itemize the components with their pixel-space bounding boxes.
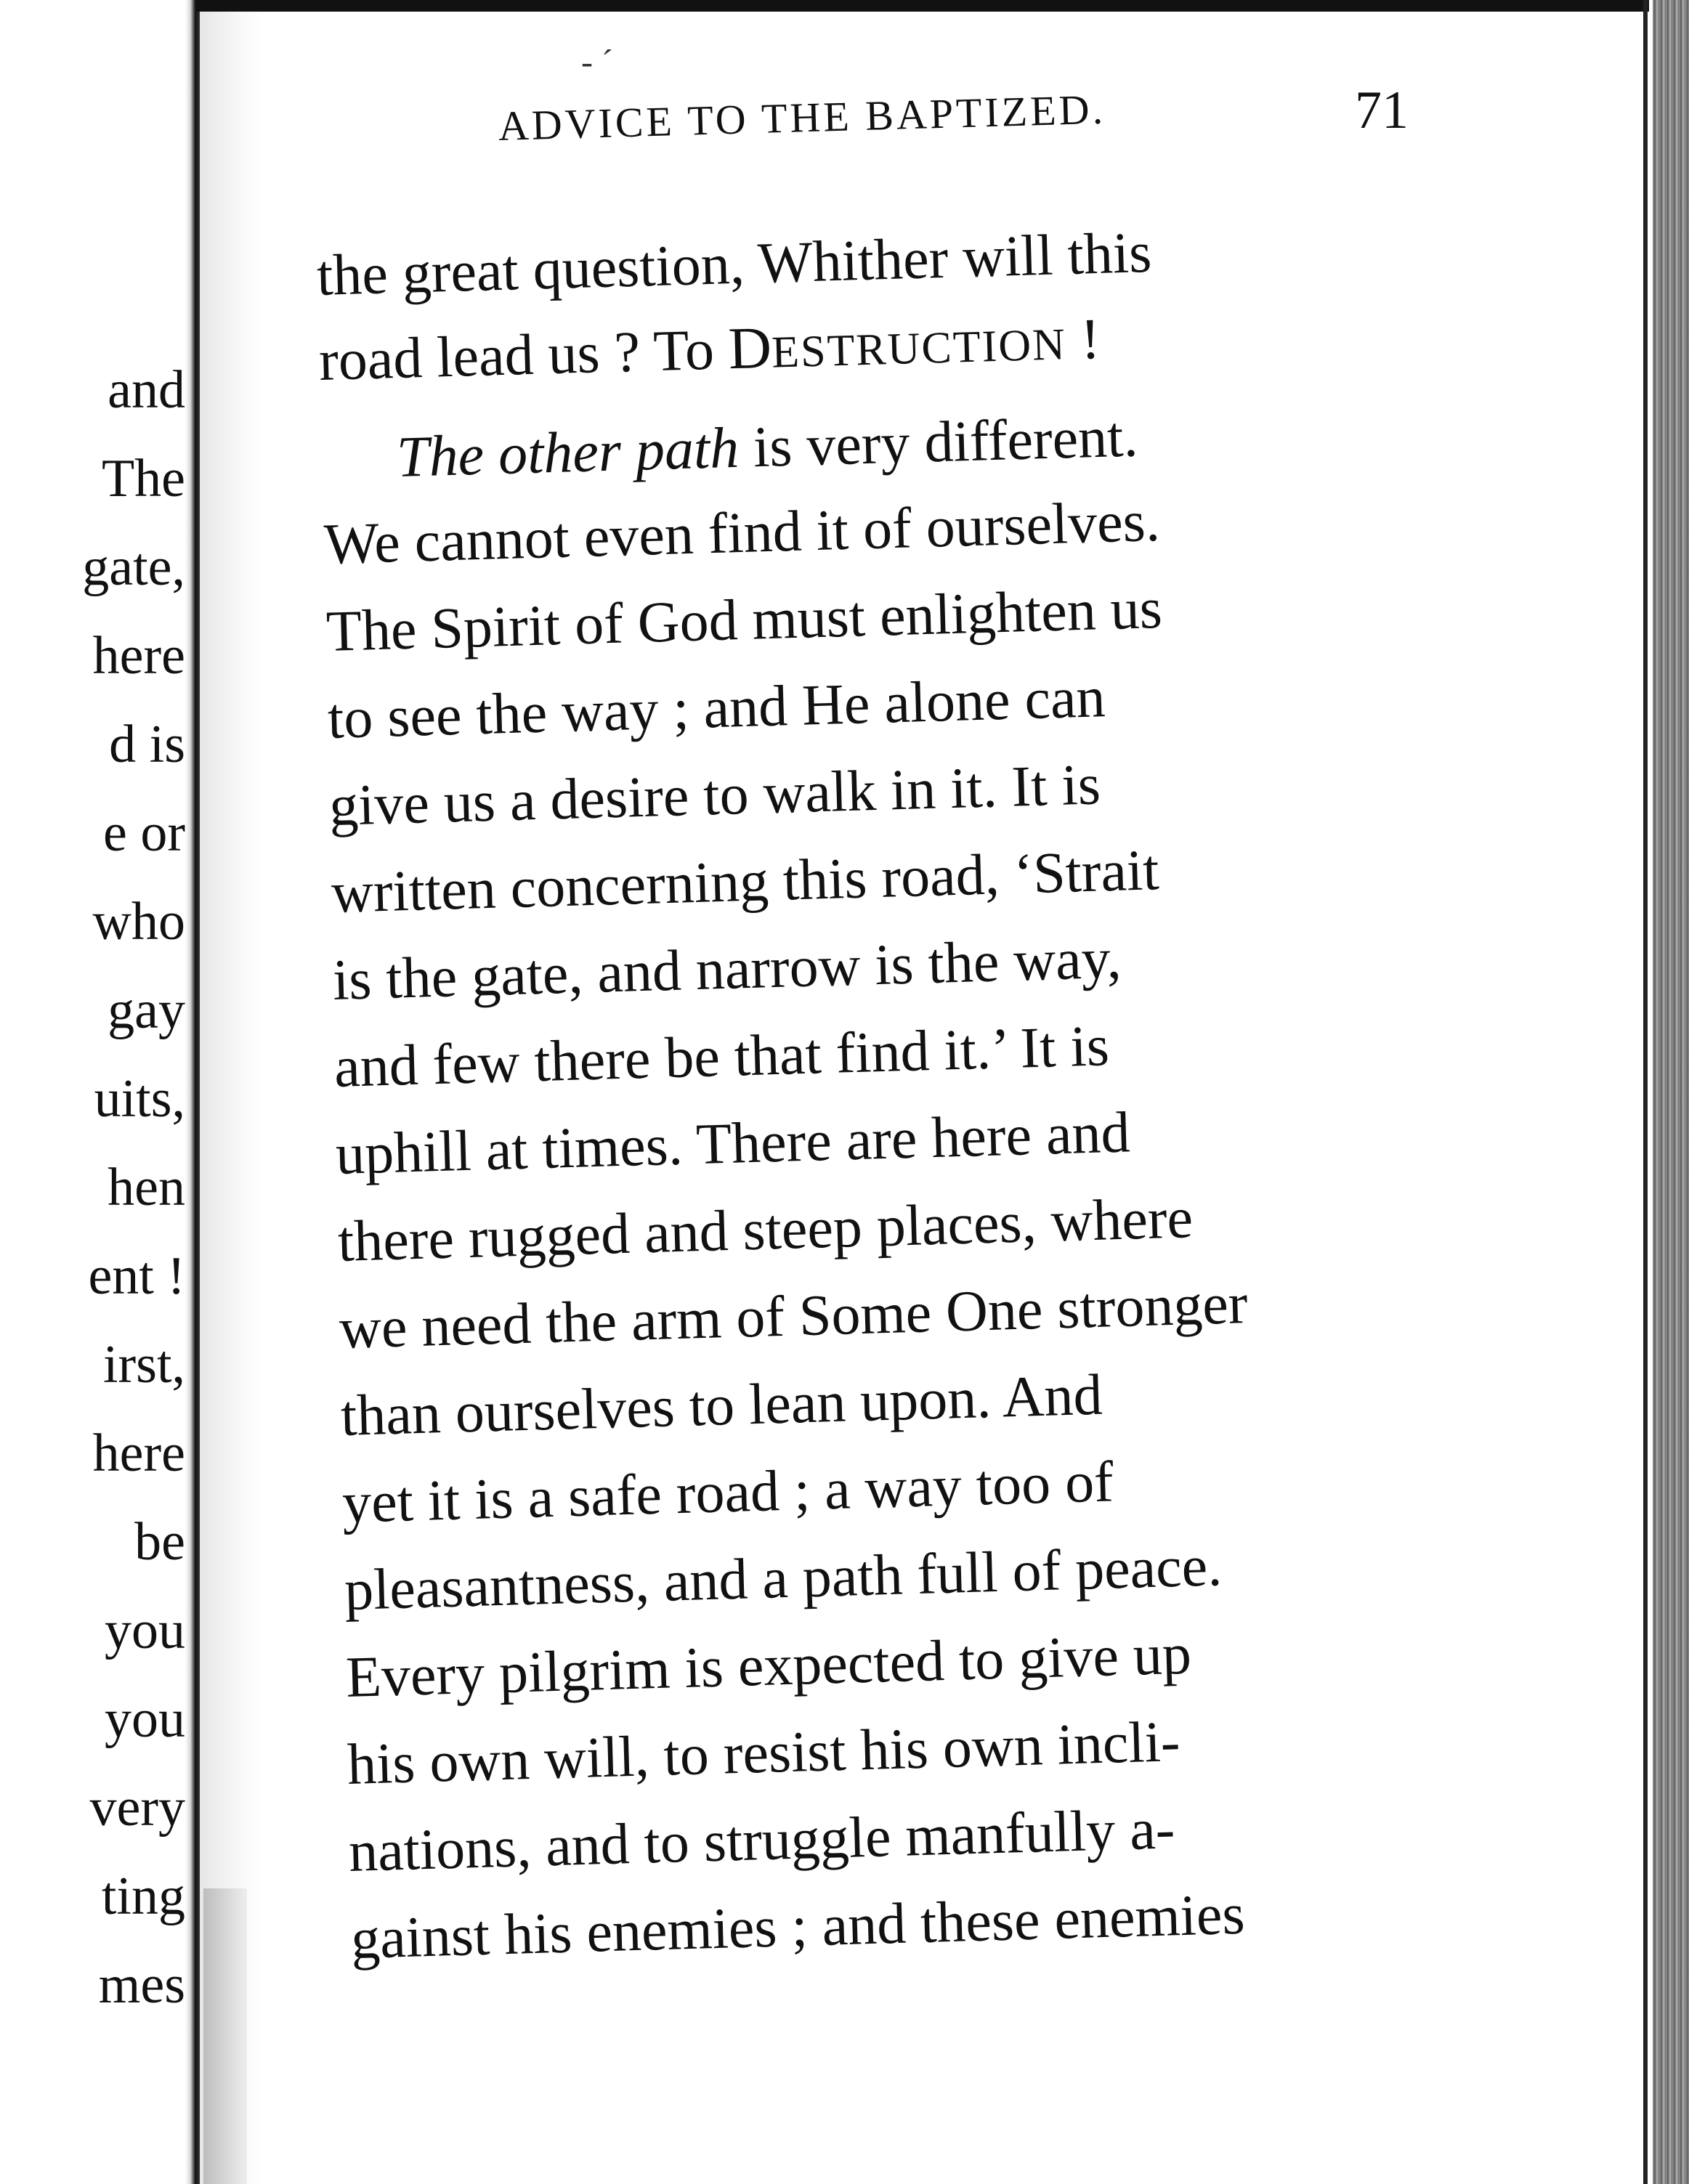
book-gutter: [185, 0, 200, 2184]
book-block-edge: [1653, 0, 1689, 2184]
left-line: ting: [101, 1867, 185, 1926]
body-line: [395, 405, 1139, 490]
body-line: and few there be that find it.’ It is: [333, 1014, 1110, 1100]
left-line: here: [92, 1424, 185, 1483]
right-page-border: [1643, 0, 1648, 2184]
left-line: here: [92, 626, 185, 686]
body-line: yet it is a safe road ; a way too of: [341, 1450, 1114, 1535]
small-caps-text: ESTRUCTION: [771, 320, 1067, 378]
body-line: pleasantness, and a path full of peace.: [343, 1534, 1223, 1623]
left-line: and: [108, 360, 185, 420]
left-line: ent !: [88, 1246, 185, 1306]
left-line: e or: [103, 803, 185, 863]
body-line: The Spirit of God must enlighten us: [325, 576, 1163, 664]
left-line: The: [101, 449, 185, 508]
body-text: is very different.: [737, 405, 1139, 480]
page-number: 71: [1355, 81, 1409, 140]
body-line: [317, 307, 1101, 393]
body-line: to see the way ; and He alone can: [326, 665, 1106, 751]
left-line: who: [92, 892, 185, 951]
body-line: We cannot even find it of ourselves.: [323, 489, 1161, 577]
body-line: is the gate, and narrow is the way,: [331, 926, 1122, 1012]
running-head: ADVICE TO THE BAPTIZED.: [498, 85, 1106, 150]
body-line: give us a desire to walk in it. It is: [328, 752, 1101, 838]
stray-ink-mark: - ˊ: [581, 43, 613, 81]
body-line: uphill at times. There are here and: [334, 1100, 1131, 1187]
left-line: gay: [108, 981, 185, 1040]
italic-text: The other path: [395, 415, 740, 490]
body-line: than ourselves to lean upon. And: [339, 1363, 1103, 1448]
body-line: his own will, to resist his own incli-: [346, 1709, 1181, 1797]
body-text: !: [1065, 307, 1101, 373]
gutter-shadow-bottom: [203, 1888, 247, 2184]
right-page: [262, 0, 1642, 2184]
body-line: the great question, Whither will this: [315, 220, 1153, 308]
left-line: irst,: [102, 1335, 185, 1395]
body-line: there rugged and steep places, where: [336, 1186, 1194, 1274]
body-line: Every pilgrim is expected to give up: [344, 1622, 1193, 1710]
left-line: be: [134, 1512, 185, 1572]
body-line: written concerning this road, ‘Strait: [330, 838, 1160, 925]
body-line: we need the arm of Some One stronger: [338, 1272, 1249, 1361]
left-line: mes: [98, 1955, 185, 2015]
gutter-shadow: [200, 0, 265, 2184]
left-line: you: [105, 1689, 185, 1749]
left-line: d is: [109, 715, 185, 774]
body-line: nations, and to struggle manfully a-: [347, 1797, 1176, 1884]
body-line: gainst his enemies ; and these enemies: [349, 1882, 1246, 1971]
left-line: you: [105, 1601, 185, 1660]
left-page-fragment: [0, 0, 185, 2184]
left-line: uits,: [94, 1069, 185, 1129]
left-line: gate,: [82, 537, 185, 597]
small-caps-initial: D: [727, 314, 773, 382]
left-line: very: [89, 1778, 185, 1838]
left-line: hen: [108, 1158, 185, 1217]
body-text: road lead us ? To: [317, 317, 730, 393]
